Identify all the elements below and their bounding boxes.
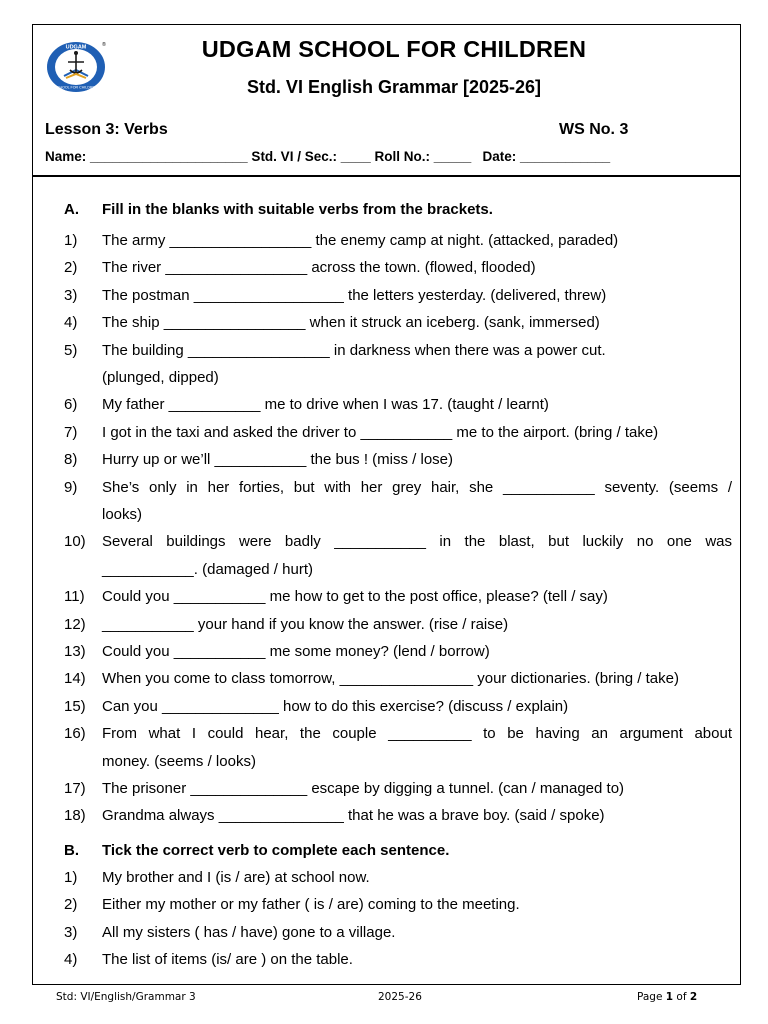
section-a-question-4 bbox=[64, 309, 732, 336]
section-a-question-18 bbox=[64, 802, 732, 829]
section-a-question-1 bbox=[64, 227, 732, 254]
section-b-letter: B. bbox=[64, 842, 79, 859]
question-text: From what I could hear, the couple __________ to be having an argument about bbox=[102, 725, 732, 743]
section-a-question-13 bbox=[64, 638, 732, 665]
header-divider bbox=[32, 175, 741, 177]
school-logo bbox=[46, 40, 108, 94]
school-name: UDGAM SCHOOL FOR CHILDREN bbox=[201, 36, 587, 62]
question-number: 15) bbox=[64, 697, 86, 715]
question-text: The army _________________ the enemy camp at night. (attacked, paraded) bbox=[102, 232, 619, 249]
question-number: 7) bbox=[64, 423, 78, 441]
section-b-question-4 bbox=[64, 946, 732, 973]
question-number: 17) bbox=[64, 780, 86, 797]
section-a-question-5 bbox=[64, 337, 732, 392]
subject-line: Std. VI English Grammar [2025-26] bbox=[246, 77, 542, 97]
section-a-question-6 bbox=[64, 391, 732, 418]
logo-top-text: UDGAM bbox=[65, 44, 87, 51]
question-text: looks) bbox=[102, 505, 143, 523]
question-text: She’s only in her forties, but with her grey hair, she ___________ seventy. (seems / bbox=[102, 478, 732, 496]
footer-page-total: 2 bbox=[689, 991, 698, 1003]
section-a-question-8 bbox=[64, 446, 732, 473]
question-text: Grandma always _______________ that he was a brave boy. (said / spoke) bbox=[102, 807, 605, 825]
footer-year: 2025-26 bbox=[378, 991, 422, 1003]
question-number: 8) bbox=[64, 451, 78, 469]
section-a-question-3 bbox=[64, 282, 732, 309]
question-text: Can you ______________ how to do this exercise? (discuss / explain) bbox=[102, 697, 569, 715]
question-text: My father ___________ me to drive when I was 17. (taught / learnt) bbox=[102, 396, 549, 414]
section-a-question-17 bbox=[64, 775, 732, 802]
question-number: 1) bbox=[64, 869, 78, 886]
question-text: ___________ your hand if you know the answer. (rise / raise) bbox=[102, 615, 509, 633]
section-b-title: Tick the correct verb to complete each sentence. bbox=[102, 842, 450, 859]
question-number: 13) bbox=[64, 643, 86, 660]
question-text: I got in the taxi and asked the driver to ___________ me to the airport. (bring / take) bbox=[102, 423, 659, 441]
question-number: 10) bbox=[64, 533, 86, 551]
question-number: 2) bbox=[64, 259, 78, 277]
question-text: Several buildings were badly ___________ in the blast, but luckily no one was bbox=[102, 533, 732, 551]
question-number: 12) bbox=[64, 615, 86, 633]
section-a-question-11 bbox=[64, 583, 732, 610]
question-text: Either my mother or my father ( is / are) coming to the meeting. bbox=[102, 896, 520, 914]
question-number: 16) bbox=[64, 725, 86, 743]
question-text: Could you ___________ me some money? (lend / borrow) bbox=[102, 643, 490, 660]
section-a-question-10 bbox=[64, 528, 732, 583]
student-info-line: Name: _____________________ Std. VI / Sec.: ____ Roll No.: _____ Date: ____________ bbox=[45, 149, 611, 164]
section-a-question-14 bbox=[64, 665, 732, 692]
question-text: All my sisters ( has / have) gone to a village. bbox=[102, 923, 396, 941]
question-number: 6) bbox=[64, 396, 78, 414]
question-text: The ship _________________ when it struck an iceberg. (sank, immersed) bbox=[102, 314, 600, 332]
question-number: 18) bbox=[64, 807, 86, 825]
section-a-question-15 bbox=[64, 693, 732, 720]
section-a-question-9 bbox=[64, 474, 732, 529]
footer-left: Std: VI/English/Grammar 3 bbox=[56, 991, 196, 1003]
question-number: 9) bbox=[64, 478, 78, 496]
question-number: 11) bbox=[64, 588, 85, 606]
worksheet-number: WS No. 3 bbox=[559, 121, 629, 138]
question-text: The postman __________________ the letters yesterday. (delivered, threw) bbox=[102, 286, 607, 304]
section-a-question-2 bbox=[64, 254, 732, 281]
question-number: 4) bbox=[64, 314, 78, 332]
question-text: The prisoner ______________ escape by digging a tunnel. (can / managed to) bbox=[102, 780, 625, 797]
section-b-question-3 bbox=[64, 919, 732, 946]
question-number: 3) bbox=[64, 923, 78, 941]
section-a-question-7 bbox=[64, 419, 732, 446]
footer-of-word: of bbox=[673, 991, 690, 1003]
question-number: 14) bbox=[64, 670, 86, 688]
section-b-question-1 bbox=[64, 864, 732, 891]
question-text: The list of items (is/ are ) on the table. bbox=[102, 951, 353, 969]
question-text: (plunged, dipped) bbox=[102, 368, 219, 386]
question-text: Could you ___________ me how to get to the post office, please? (tell / say) bbox=[102, 588, 608, 606]
footer-page-current: 1 bbox=[665, 991, 674, 1003]
logo-registered-mark: ® bbox=[102, 42, 106, 48]
section-a-title: Fill in the blanks with suitable verbs from the brackets. bbox=[102, 201, 493, 218]
question-number: 1) bbox=[64, 232, 78, 249]
question-text: money. (seems / looks) bbox=[102, 752, 256, 770]
question-text: ___________. (damaged / hurt) bbox=[102, 560, 313, 578]
question-text: The river _________________ across the town. (flowed, flooded) bbox=[102, 259, 536, 277]
lesson-title: Lesson 3: Verbs bbox=[45, 121, 168, 138]
section-a-question-16 bbox=[64, 720, 732, 775]
footer-page-number bbox=[637, 991, 697, 1003]
question-number: 5) bbox=[64, 341, 78, 359]
section-b-question-2 bbox=[64, 891, 732, 918]
question-number: 3) bbox=[64, 286, 78, 304]
question-text: When you come to class tomorrow, ________________ your dictionaries. (bring / take) bbox=[102, 670, 679, 688]
question-text: The building _________________ in darkness when there was a power cut. bbox=[102, 341, 606, 359]
question-number: 4) bbox=[64, 951, 78, 969]
question-text: My brother and I (is / are) at school now. bbox=[102, 869, 370, 886]
section-a-question-12 bbox=[64, 611, 732, 638]
question-text: Hurry up or we’ll ___________ the bus ! (miss / lose) bbox=[102, 451, 454, 469]
section-a-letter: A. bbox=[64, 201, 79, 218]
logo-bottom-text: SCHOOL FOR CHILDREN bbox=[54, 85, 98, 90]
footer-page-word: Page bbox=[637, 991, 666, 1003]
question-number: 2) bbox=[64, 896, 78, 914]
